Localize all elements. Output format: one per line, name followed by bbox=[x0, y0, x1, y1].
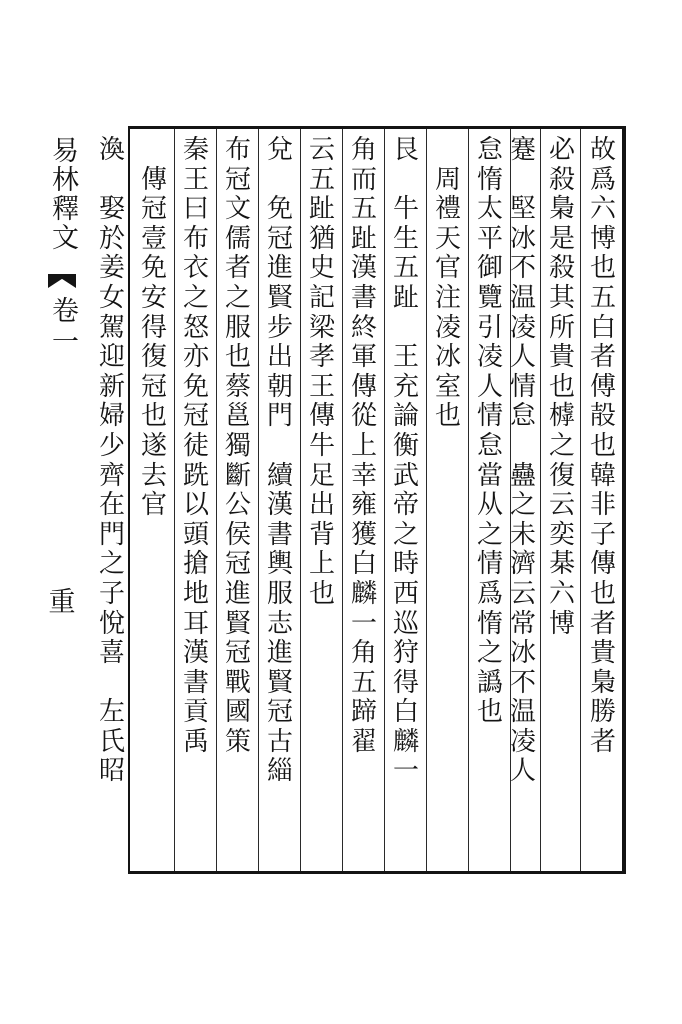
border-bottom bbox=[130, 871, 626, 874]
glyph: 出 bbox=[266, 342, 293, 373]
glyph: 門 bbox=[98, 519, 125, 550]
glyph: 文 bbox=[224, 194, 251, 225]
glyph: 賢 bbox=[266, 282, 293, 313]
glyph: 服 bbox=[266, 578, 293, 609]
book-title-text: 易林釋文 bbox=[47, 136, 78, 252]
glyph: 齊 bbox=[98, 460, 125, 491]
column-rule bbox=[174, 129, 175, 871]
glyph: 之 bbox=[476, 638, 503, 669]
glyph: 牛 bbox=[392, 194, 419, 225]
glyph: 也 bbox=[589, 578, 616, 609]
glyph: 冠 bbox=[224, 164, 251, 195]
glyph: 非 bbox=[589, 490, 616, 521]
column-rule bbox=[468, 129, 469, 871]
glyph: 喜 bbox=[98, 638, 125, 669]
glyph: 論 bbox=[392, 401, 419, 432]
glyph: 之 bbox=[509, 490, 536, 521]
glyph: 而 bbox=[350, 164, 377, 195]
glyph: 斷 bbox=[224, 460, 251, 491]
glyph: 御 bbox=[476, 253, 503, 284]
glyph: 志 bbox=[266, 608, 293, 639]
glyph: 跣 bbox=[182, 460, 209, 491]
glyph: 徒 bbox=[182, 430, 209, 461]
glyph: 六 bbox=[589, 194, 616, 225]
glyph: 免 bbox=[140, 253, 167, 284]
glyph: 凌 bbox=[509, 726, 536, 757]
glyph: 上 bbox=[308, 549, 335, 580]
glyph: 角 bbox=[350, 136, 377, 165]
glyph: 太 bbox=[476, 194, 503, 225]
glyph: 得 bbox=[392, 667, 419, 698]
glyph: 从 bbox=[476, 490, 503, 521]
glyph: 不 bbox=[509, 667, 536, 698]
glyph: 室 bbox=[434, 371, 461, 402]
glyph: 梟 bbox=[589, 667, 616, 698]
glyph: 迎 bbox=[98, 342, 125, 373]
glyph: 西 bbox=[392, 578, 419, 609]
text-column bbox=[176, 136, 216, 866]
glyph: 左 bbox=[98, 697, 125, 728]
glyph: 朝 bbox=[266, 371, 293, 402]
glyph: 史 bbox=[308, 253, 335, 284]
glyph: 安 bbox=[140, 282, 167, 313]
glyph: 也 bbox=[140, 401, 167, 432]
column-rule bbox=[216, 129, 217, 871]
glyph: 趾 bbox=[392, 282, 419, 313]
glyph: 去 bbox=[140, 460, 167, 491]
glyph: 漢 bbox=[182, 638, 209, 669]
glyph: 也 bbox=[476, 697, 503, 728]
glyph: 狩 bbox=[392, 638, 419, 669]
glyph: 情 bbox=[476, 401, 503, 432]
glyph: 免 bbox=[182, 371, 209, 402]
glyph: 氏 bbox=[98, 726, 125, 757]
glyph: 平 bbox=[476, 223, 503, 254]
glyph: 賢 bbox=[266, 667, 293, 698]
glyph: 書 bbox=[350, 282, 377, 313]
glyph: 上 bbox=[350, 430, 377, 461]
text-column bbox=[218, 136, 258, 866]
glyph: 爲 bbox=[476, 578, 503, 609]
glyph: 人 bbox=[509, 342, 536, 373]
glyph: 五 bbox=[392, 253, 419, 284]
glyph: 麟 bbox=[392, 726, 419, 757]
glyph: 布 bbox=[224, 136, 251, 165]
glyph: 悅 bbox=[98, 608, 125, 639]
glyph: 也 bbox=[589, 430, 616, 461]
glyph: 之 bbox=[476, 519, 503, 550]
glyph: 傳 bbox=[140, 164, 167, 195]
glyph: 漢 bbox=[266, 490, 293, 521]
glyph bbox=[260, 432, 300, 462]
indent-gap bbox=[428, 136, 468, 166]
glyph: 冠 bbox=[182, 401, 209, 432]
glyph: 兌 bbox=[266, 136, 293, 165]
glyph: 凌 bbox=[509, 312, 536, 343]
column-rule bbox=[300, 129, 301, 871]
glyph: 爲 bbox=[589, 164, 616, 195]
column-rule bbox=[342, 129, 343, 871]
glyph: 温 bbox=[509, 282, 536, 313]
glyph: 貴 bbox=[548, 342, 575, 373]
glyph: 帝 bbox=[392, 490, 419, 521]
glyph bbox=[92, 669, 132, 699]
glyph: 温 bbox=[509, 697, 536, 728]
indent-gap bbox=[134, 136, 174, 166]
glyph: 雍 bbox=[350, 490, 377, 521]
glyph: 駕 bbox=[98, 312, 125, 343]
glyph: 情 bbox=[476, 549, 503, 580]
glyph: 梁 bbox=[308, 312, 335, 343]
glyph: 傳 bbox=[350, 371, 377, 402]
glyph: 衡 bbox=[392, 430, 419, 461]
glyph: 復 bbox=[548, 460, 575, 491]
glyph: 禹 bbox=[182, 726, 209, 757]
glyph: 常 bbox=[509, 608, 536, 639]
glyph: 之 bbox=[224, 282, 251, 313]
glyph: 者 bbox=[224, 253, 251, 284]
glyph: 情 bbox=[509, 371, 536, 402]
glyph: 王 bbox=[308, 371, 335, 402]
glyph: 棊 bbox=[548, 549, 575, 580]
glyph: 時 bbox=[392, 549, 419, 580]
glyph: 復 bbox=[140, 342, 167, 373]
glyph: 云 bbox=[548, 490, 575, 521]
glyph: 遂 bbox=[140, 430, 167, 461]
glyph: 以 bbox=[182, 490, 209, 521]
volume-label-text: 卷一 bbox=[47, 296, 78, 358]
glyph: 冠 bbox=[140, 371, 167, 402]
glyph: 引 bbox=[476, 312, 503, 343]
glyph: 之 bbox=[392, 519, 419, 550]
glyph: 云 bbox=[509, 578, 536, 609]
glyph: 子 bbox=[589, 519, 616, 550]
glyph: 進 bbox=[266, 638, 293, 669]
column-rule bbox=[384, 129, 385, 871]
glyph: 傳 bbox=[308, 401, 335, 432]
glyph: 六 bbox=[548, 578, 575, 609]
glyph: 漢 bbox=[350, 253, 377, 284]
glyph: 搶 bbox=[182, 549, 209, 580]
glyph: 其 bbox=[548, 282, 575, 313]
glyph: 姜 bbox=[98, 253, 125, 284]
glyph: 傅 bbox=[589, 371, 616, 402]
page-frame bbox=[42, 126, 626, 874]
glyph: 免 bbox=[266, 194, 293, 225]
book-title bbox=[47, 136, 77, 252]
glyph: 殺 bbox=[548, 164, 575, 195]
glyph: 冠 bbox=[266, 697, 293, 728]
glyph: 當 bbox=[476, 460, 503, 491]
glyph: 冠 bbox=[266, 223, 293, 254]
glyph: 之 bbox=[98, 549, 125, 580]
glyph: 武 bbox=[392, 460, 419, 491]
glyph: 策 bbox=[224, 726, 251, 757]
glyph: 得 bbox=[140, 312, 167, 343]
glyph: 國 bbox=[224, 697, 251, 728]
glyph: 貴 bbox=[589, 638, 616, 669]
glyph: 獨 bbox=[224, 430, 251, 461]
glyph: 蔡 bbox=[224, 371, 251, 402]
glyph: 趾 bbox=[308, 194, 335, 225]
text-column bbox=[542, 136, 582, 866]
glyph: 殺 bbox=[548, 253, 575, 284]
glyph: 之 bbox=[182, 282, 209, 313]
glyph: 傳 bbox=[589, 549, 616, 580]
glyph: 猶 bbox=[308, 223, 335, 254]
glyph: 女 bbox=[98, 282, 125, 313]
glyph: 周 bbox=[434, 164, 461, 195]
glyph: 耳 bbox=[182, 608, 209, 639]
text-column bbox=[134, 136, 174, 866]
glyph: 古 bbox=[266, 726, 293, 757]
column-rule bbox=[426, 129, 427, 871]
glyph: 是 bbox=[548, 223, 575, 254]
glyph: 者 bbox=[589, 342, 616, 373]
glyph: 邕 bbox=[224, 401, 251, 432]
glyph: 輿 bbox=[266, 549, 293, 580]
glyph: 所 bbox=[548, 312, 575, 343]
glyph: 足 bbox=[308, 460, 335, 491]
glyph: 五 bbox=[589, 282, 616, 313]
glyph bbox=[92, 166, 132, 196]
glyph: 娶 bbox=[98, 194, 125, 225]
glyph: 賢 bbox=[224, 608, 251, 639]
glyph: 進 bbox=[266, 253, 293, 284]
glyph: 韓 bbox=[589, 460, 616, 491]
glyph: 也 bbox=[434, 401, 461, 432]
glyph: 壹 bbox=[140, 223, 167, 254]
glyph: 軍 bbox=[350, 342, 377, 373]
glyph: 充 bbox=[392, 371, 419, 402]
glyph: 㯉 bbox=[548, 401, 575, 432]
glyph: 蹄 bbox=[350, 697, 377, 728]
glyph: 一 bbox=[392, 756, 419, 787]
glyph: 渙 bbox=[98, 136, 125, 165]
glyph: 必 bbox=[548, 136, 575, 165]
glyph: 艮 bbox=[392, 136, 419, 165]
glyph: 冰 bbox=[434, 342, 461, 373]
glyph: 者 bbox=[589, 726, 616, 757]
glyph: 出 bbox=[308, 490, 335, 521]
glyph: 怒 bbox=[182, 312, 209, 343]
glyph: 門 bbox=[266, 401, 293, 432]
glyph: 五 bbox=[350, 667, 377, 698]
glyph: 頭 bbox=[182, 519, 209, 550]
glyph: 之 bbox=[548, 430, 575, 461]
glyph: 翟 bbox=[350, 726, 377, 757]
glyph: 從 bbox=[350, 401, 377, 432]
glyph: 角 bbox=[350, 638, 377, 669]
glyph: 昭 bbox=[98, 756, 125, 787]
glyph: 子 bbox=[98, 578, 125, 609]
glyph: 背 bbox=[308, 519, 335, 550]
glyph: 故 bbox=[589, 136, 616, 165]
glyph: 譌 bbox=[476, 667, 503, 698]
glyph: 侯 bbox=[224, 519, 251, 550]
column-rule bbox=[258, 129, 259, 871]
glyph: 勝 bbox=[589, 697, 616, 728]
text-column bbox=[583, 136, 623, 866]
glyph: 㱿 bbox=[589, 401, 616, 432]
glyph: 注 bbox=[434, 282, 461, 313]
glyph: 少 bbox=[98, 430, 125, 461]
text-column bbox=[92, 136, 132, 866]
glyph: 云 bbox=[308, 136, 335, 165]
glyph: 怠 bbox=[509, 401, 536, 432]
glyph: 人 bbox=[509, 756, 536, 787]
glyph: 地 bbox=[182, 578, 209, 609]
glyph: 書 bbox=[266, 519, 293, 550]
glyph: 怠 bbox=[476, 136, 503, 165]
glyph: 書 bbox=[182, 667, 209, 698]
text-column bbox=[386, 136, 426, 866]
glyph: 也 bbox=[589, 253, 616, 284]
glyph: 白 bbox=[589, 312, 616, 343]
glyph: 緇 bbox=[266, 756, 293, 787]
glyph: 幸 bbox=[350, 460, 377, 491]
glyph: 禮 bbox=[434, 194, 461, 225]
glyph: 貢 bbox=[182, 697, 209, 728]
text-column bbox=[470, 136, 510, 866]
glyph: 者 bbox=[589, 608, 616, 639]
glyph: 冠 bbox=[140, 194, 167, 225]
glyph: 惰 bbox=[476, 164, 503, 195]
glyph: 梟 bbox=[548, 194, 575, 225]
glyph: 步 bbox=[266, 312, 293, 343]
glyph: 五 bbox=[350, 194, 377, 225]
glyph: 婦 bbox=[98, 401, 125, 432]
glyph: 衣 bbox=[182, 253, 209, 284]
glyph: 博 bbox=[548, 608, 575, 639]
glyph: 在 bbox=[98, 490, 125, 521]
glyph: 冰 bbox=[509, 223, 536, 254]
glyph: 白 bbox=[392, 697, 419, 728]
glyph: 王 bbox=[392, 342, 419, 373]
volume-label bbox=[47, 296, 77, 358]
fish-tail-mark bbox=[48, 274, 76, 288]
glyph: 孝 bbox=[308, 342, 335, 373]
glyph bbox=[386, 166, 426, 196]
page-marker bbox=[49, 588, 76, 618]
glyph: 服 bbox=[224, 312, 251, 343]
glyph: 堅 bbox=[509, 194, 536, 225]
glyph: 進 bbox=[224, 578, 251, 609]
glyph: 白 bbox=[350, 549, 377, 580]
page-marker-text: 重 bbox=[48, 587, 76, 618]
glyph: 官 bbox=[434, 253, 461, 284]
glyph: 凌 bbox=[434, 312, 461, 343]
glyph: 曰 bbox=[182, 194, 209, 225]
glyph: 不 bbox=[509, 253, 536, 284]
glyph: 奕 bbox=[548, 519, 575, 550]
glyph: 怠 bbox=[476, 430, 503, 461]
glyph: 終 bbox=[350, 312, 377, 343]
glyph: 未 bbox=[509, 519, 536, 550]
glyph: 也 bbox=[308, 578, 335, 609]
glyph: 布 bbox=[182, 223, 209, 254]
glyph: 亦 bbox=[182, 342, 209, 373]
border-top bbox=[130, 126, 626, 129]
glyph: 覽 bbox=[476, 282, 503, 313]
glyph: 戰 bbox=[224, 667, 251, 698]
glyph: 五 bbox=[308, 164, 335, 195]
glyph bbox=[260, 166, 300, 196]
glyph: 牛 bbox=[308, 430, 335, 461]
glyph: 蠱 bbox=[509, 460, 536, 491]
glyph: 博 bbox=[589, 223, 616, 254]
glyph: 人 bbox=[476, 371, 503, 402]
glyph: 濟 bbox=[509, 549, 536, 580]
glyph: 也 bbox=[224, 342, 251, 373]
glyph: 麟 bbox=[350, 578, 377, 609]
glyph: 天 bbox=[434, 223, 461, 254]
glyph bbox=[386, 314, 426, 344]
glyph: 新 bbox=[98, 371, 125, 402]
glyph: 王 bbox=[182, 164, 209, 195]
glyph: 儒 bbox=[224, 223, 251, 254]
spine bbox=[44, 136, 80, 866]
glyph: 獲 bbox=[350, 519, 377, 550]
glyph: 生 bbox=[392, 223, 419, 254]
text-column bbox=[302, 136, 342, 866]
glyph: 也 bbox=[548, 371, 575, 402]
glyph: 續 bbox=[266, 460, 293, 491]
glyph: 冠 bbox=[224, 549, 251, 580]
glyph: 冠 bbox=[224, 638, 251, 669]
glyph: 凌 bbox=[476, 342, 503, 373]
glyph: 官 bbox=[140, 490, 167, 521]
glyph: 一 bbox=[350, 608, 377, 639]
glyph: 趾 bbox=[350, 223, 377, 254]
glyph: 惰 bbox=[476, 608, 503, 639]
glyph: 秦 bbox=[182, 136, 209, 165]
glyph: 記 bbox=[308, 282, 335, 313]
glyph: 巡 bbox=[392, 608, 419, 639]
glyph: 蹇 bbox=[509, 136, 536, 165]
text-column bbox=[428, 136, 468, 866]
glyph: 於 bbox=[98, 223, 125, 254]
glyph: 冰 bbox=[509, 638, 536, 669]
glyph: 公 bbox=[224, 490, 251, 521]
text-column bbox=[344, 136, 384, 866]
text-column bbox=[260, 136, 300, 866]
